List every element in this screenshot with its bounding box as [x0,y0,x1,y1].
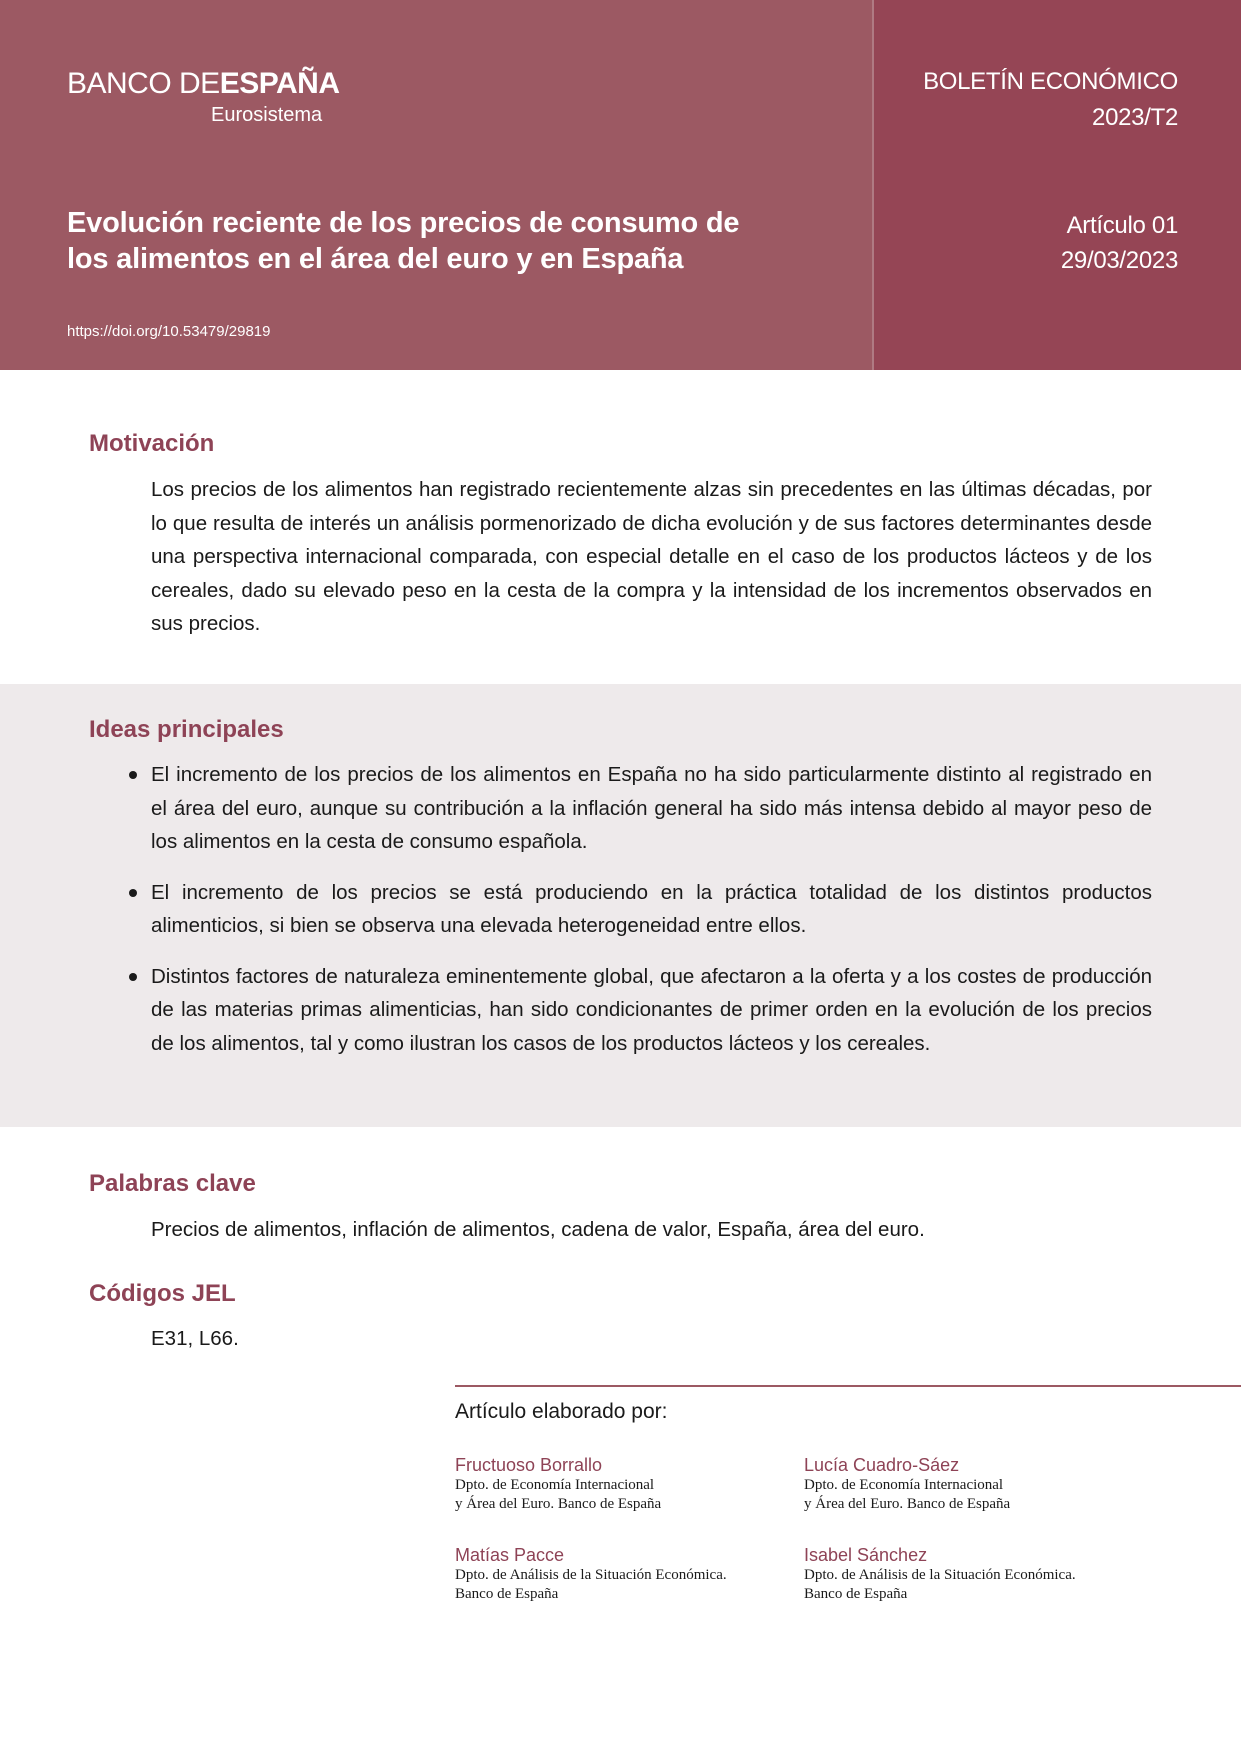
list-item: El incremento de los precios se está produciendo en la práctica totalidad de los distintos productos alimenticios, si bien se observa una elevada heterogeneidad entre ellos. [151,876,1152,943]
doi-link[interactable]: https://doi.org/10.53479/29819 [67,323,271,340]
author-name: Isabel Sánchez [804,1545,928,1565]
logo-subtitle: Eurosistema [211,104,323,126]
author-name: Matías Pacce [455,1545,565,1565]
article-number: Artículo 01 [1066,212,1178,239]
banco-de-espana-logo [67,66,340,126]
author-department: Dpto. de Economía Internacional [804,1477,1004,1493]
author-department: Dpto. de Economía Internacional [455,1477,655,1493]
author-department: y Área del Euro. Banco de España [804,1496,1011,1512]
author-card [455,1544,785,1604]
author-department: Banco de España [455,1586,559,1602]
bulletin-issue: 2023/T2 [1092,104,1178,131]
article-date: 29/03/2023 [1060,247,1178,274]
bulletin-info [923,64,1178,136]
article-info [1061,208,1178,278]
motivacion-text: Los precios de los alimentos han registrado recientemente alzas sin precedentes en las últimas décadas, por lo que resulta de interés un análisis pormenorizado de dicha evolución y de sus factores determinantes desde una perspectiva internacional comparada, con especial detalle en el caso de los productos lácteos y de los cereales, dado su elevado peso en la cesta de la compra y la intensidad de los incrementos observados en sus precios. [151,478,1152,635]
header-left-panel [0,0,872,370]
ideas-heading: Ideas principales [89,716,284,743]
authors-divider [455,1385,1241,1387]
list-item: El incremento de los precios de los alimentos en España no ha sido particularmente distinto al registrado en el área del euro, aunque su contribución a la inflación general ha sido más intensa debido al mayor peso de los alimentos en la cesta de consumo española. [151,758,1152,859]
logo-bold-text: ESPAÑA [219,67,340,100]
author-card [804,1454,1134,1514]
author-department: y Área del Euro. Banco de España [455,1496,662,1512]
page-header [0,0,1241,370]
codigos-jel-heading: Códigos JEL [89,1280,236,1307]
motivacion-heading: Motivación [89,430,215,457]
authors-heading: Artículo elaborado por: [455,1400,668,1423]
logo-wordmark [67,66,340,102]
codigos-jel-text: E31, L66. [151,1327,239,1350]
palabras-clave-text: Precios de alimentos, inflación de alimentos, cadena de valor, España, área del euro. [151,1218,925,1241]
list-item: Distintos factores de naturaleza eminentemente global, que afectaron a la oferta y a los costes de producción de las materias primas alimenticias, han sido condicionantes de primer orden en la evolución de los precios de los alimentos, tal y como ilustran los casos de los productos lácteos y los cereales. [151,960,1152,1061]
author-department: Banco de España [804,1586,908,1602]
author-department: Dpto. de Análisis de la Situación Económica. [455,1567,727,1583]
ideas-list [151,758,1152,1077]
palabras-clave-heading: Palabras clave [89,1170,256,1197]
bulletin-name: BOLETÍN ECONÓMICO [923,68,1178,95]
author-card [455,1454,785,1514]
author-card [804,1544,1134,1604]
author-department: Dpto. de Análisis de la Situación Económica. [804,1567,1076,1583]
author-name: Lucía Cuadro-Sáez [804,1455,960,1475]
article-title: Evolución reciente de los precios de consumo de los alimentos en el área del euro y en España [67,207,740,275]
author-name: Fructuoso Borrallo [455,1455,603,1475]
logo-light-text: BANCO DE [67,67,220,100]
header-right-panel [874,0,1241,370]
